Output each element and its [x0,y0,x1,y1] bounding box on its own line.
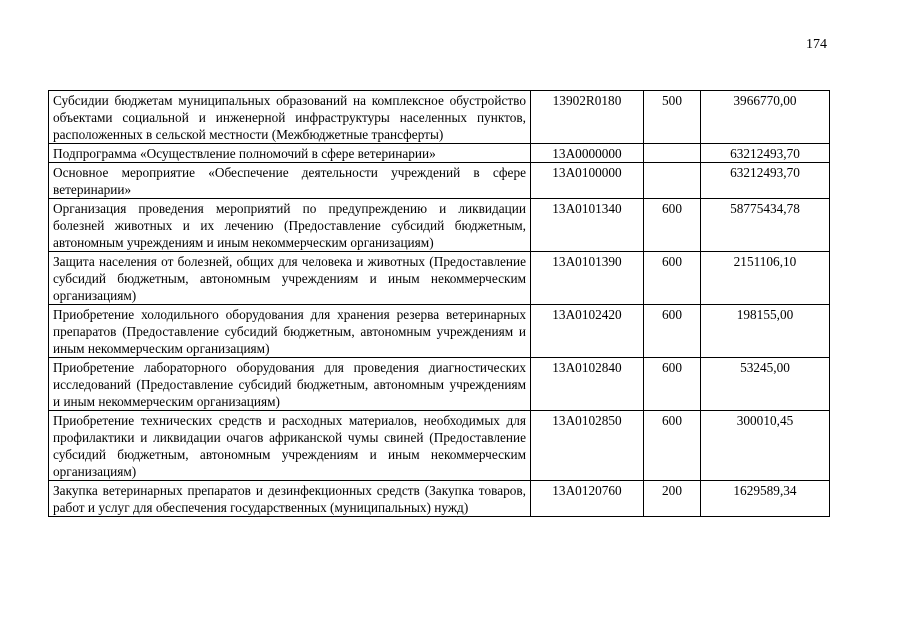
page-number: 174 [806,37,827,52]
row-code-cell: 13А0000000 [531,144,644,163]
table-row [49,305,830,358]
table-row [49,163,830,199]
row-name-cell: Организация проведения мероприятий по предупреждению и ликвидации болезней животных и их лечению (Предоставление субсидий бюджетным, автономным учреждениям и иным некоммерческим организациям) [49,199,531,252]
row-type-cell: 200 [644,481,701,517]
row-code-cell: 13А0102840 [531,358,644,411]
row-sum-cell: 2151106,10 [701,252,830,305]
row-type-cell: 600 [644,199,701,252]
row-type-cell: 600 [644,305,701,358]
table-row [49,411,830,481]
table-row [49,91,830,144]
row-code-cell: 13А0100000 [531,163,644,199]
row-code-cell: 13А0101340 [531,199,644,252]
row-type-cell [644,144,701,163]
row-sum-cell: 1629589,34 [701,481,830,517]
row-type-cell: 500 [644,91,701,144]
row-name-cell: Приобретение холодильного оборудования для хранения резерва ветеринарных препаратов (Предоставление субсидий бюджетным, автономным учреждениям и иным некоммерческим организациям) [49,305,531,358]
row-sum-cell: 3966770,00 [701,91,830,144]
row-type-cell: 600 [644,358,701,411]
row-name-cell: Подпрограмма «Осуществление полномочий в сфере ветеринарии» [49,144,531,163]
row-type-cell: 600 [644,411,701,481]
row-code-cell: 13А0120760 [531,481,644,517]
row-sum-cell: 300010,45 [701,411,830,481]
row-sum-cell: 63212493,70 [701,163,830,199]
row-name-cell: Приобретение технических средств и расходных материалов, необходимых для профилактики и ликвидации очагов африканской чумы свиней (Предоставление субсидий бюджетным, автономным учреждениям и иным некоммерческим организациям) [49,411,531,481]
row-type-cell: 600 [644,252,701,305]
row-sum-cell: 58775434,78 [701,199,830,252]
row-code-cell: 13902R0180 [531,91,644,144]
row-name-cell: Основное мероприятие «Обеспечение деятельности учреждений в сфере ветеринарии» [49,163,531,199]
row-sum-cell: 198155,00 [701,305,830,358]
budget-table [48,90,830,517]
table-row [49,481,830,517]
row-sum-cell: 63212493,70 [701,144,830,163]
row-code-cell: 13А0102420 [531,305,644,358]
table-row [49,358,830,411]
table-row [49,144,830,163]
row-type-cell [644,163,701,199]
table-row [49,252,830,305]
row-name-cell: Приобретение лабораторного оборудования для проведения диагностических исследований (Предоставление субсидий бюджетным, автономным учреждениям и иным некоммерческим организациям) [49,358,531,411]
row-name-cell: Субсидии бюджетам муниципальных образований на комплексное обустройство объектами социальной и инженерной инфраструктуры населенных пунктов, расположенных в сельской местности (Межбюджетные трансферты) [49,91,531,144]
row-name-cell: Защита населения от болезней, общих для человека и животных (Предоставление субсидий бюджетным, автономным учреждениям и иным некоммерческим организациям) [49,252,531,305]
row-code-cell: 13А0102850 [531,411,644,481]
row-code-cell: 13А0101390 [531,252,644,305]
row-sum-cell: 53245,00 [701,358,830,411]
table-row [49,199,830,252]
row-name-cell: Закупка ветеринарных препаратов и дезинфекционных средств (Закупка товаров, работ и услуг для обеспечения государственных (муниципальных) нужд) [49,481,531,517]
